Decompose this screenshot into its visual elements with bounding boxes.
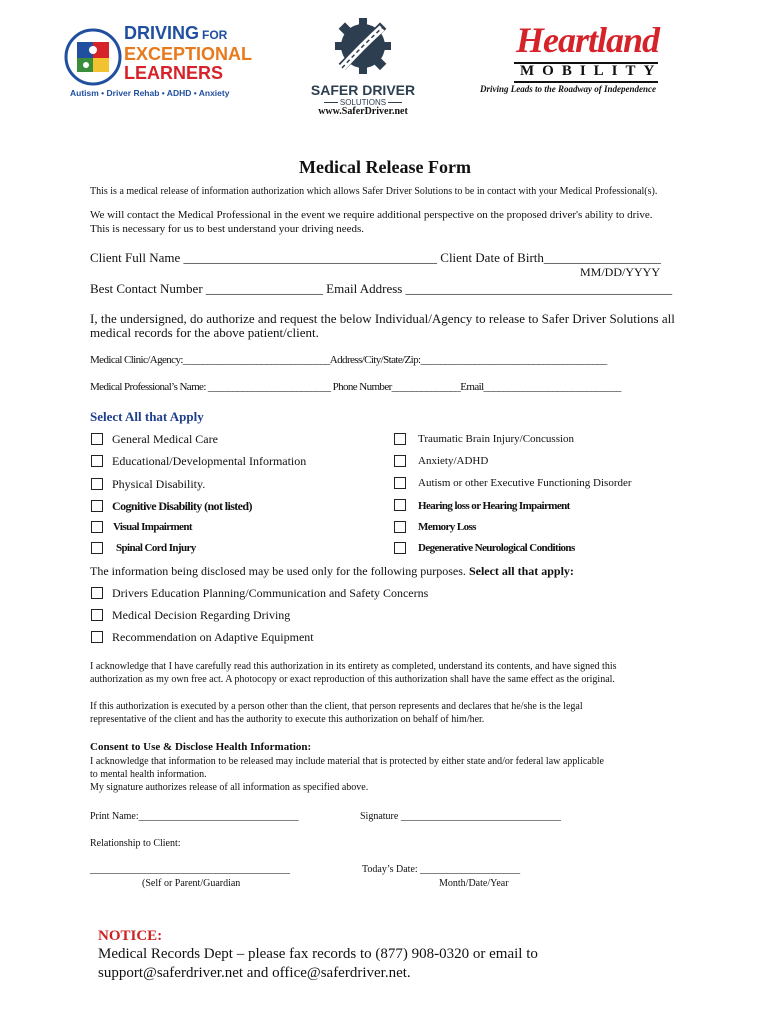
client-name-field[interactable]: Client Full Name _______________________________________ Client Date of Birth__________________ (90, 250, 661, 265)
notice-heading: NOTICE: (98, 928, 163, 944)
condition-label-degenerative: Degenerative Neurological Conditions (418, 542, 575, 554)
representative-line2: representative of the client and has the authority to execute this authorization on behalf of him/her. (90, 714, 485, 725)
consent-line1: I acknowledge that information to be released may include material that is protected by either state and/or federal law applicable (90, 756, 604, 767)
notice-line1: Medical Records Dept – please fax records to (877) 908-0320 or email to (98, 946, 538, 962)
condition-label-general-medical: General Medical Care (112, 432, 218, 446)
logo-text-safer-driver: SAFER DRIVER (310, 82, 416, 98)
date-caption: Month/Date/Year (439, 878, 509, 889)
condition-label-cognitive: Cognitive Disability (not listed) (112, 499, 252, 513)
condition-checkbox-autism[interactable] (394, 477, 406, 489)
logo-heartland-mobility (512, 22, 662, 82)
condition-checkbox-educational[interactable] (91, 455, 103, 467)
logo-text-mobility: MOBILITY (520, 63, 663, 79)
puzzle-car-icon (64, 28, 122, 86)
consent-line3: My signature authorizes release of all information as specified above. (90, 782, 369, 793)
logo-text-for: FOR (202, 28, 228, 42)
logo-text-exceptional: EXCEPTIONAL (124, 44, 253, 64)
medical-clinic-field[interactable]: Medical Clinic/Agency:______________________________Address/City/State/Zip:______________________________________ (90, 354, 607, 366)
logo-text-heartland: Heartland (516, 20, 660, 60)
acknowledgement-line2: authorization as my own free act. A photocopy or exact reproduction of this authorization shall have the same effect as the original. (90, 674, 615, 685)
consent-heading: Consent to Use & Disclose Health Information: (90, 741, 312, 753)
heartland-tagline: Driving Leads to the Roadway of Independence (480, 84, 656, 94)
authorize-paragraph-line2: medical records for the above patient/client. (90, 325, 319, 340)
condition-checkbox-spinal[interactable] (91, 542, 103, 554)
purpose-text: The information being disclosed may be used only for the following purposes. (90, 564, 466, 578)
condition-label-visual: Visual Impairment (113, 521, 192, 533)
logo-text-learners: LEARNERS (124, 63, 224, 83)
relationship-field[interactable]: ________________________________________ (90, 864, 290, 875)
condition-checkbox-physical[interactable] (91, 478, 103, 490)
purpose-label-adaptive-equipment: Recommendation on Adaptive Equipment (112, 630, 314, 644)
print-name-field[interactable]: Print Name:________________________________ (90, 811, 299, 822)
logo-text-driving: DRIVING (124, 23, 200, 43)
purpose-checkbox-medical-decision[interactable] (91, 609, 103, 621)
purpose-checkbox-adaptive-equipment[interactable] (91, 631, 103, 643)
condition-label-spinal: Spinal Cord Injury (116, 542, 196, 554)
condition-label-physical: Physical Disability. (112, 477, 206, 491)
condition-label-educational: Educational/Developmental Information (112, 454, 307, 468)
purpose-label-medical-decision: Medical Decision Regarding Driving (112, 608, 291, 622)
condition-checkbox-tbi[interactable] (394, 433, 406, 445)
notice-line2: support@saferdriver.net and office@saferdriver.net. (98, 965, 411, 981)
condition-label-autism: Autism or other Executive Functioning Disorder (418, 477, 632, 489)
condition-checkbox-anxiety-adhd[interactable] (394, 455, 406, 467)
relationship-caption: (Self or Parent/Guardian (142, 878, 241, 889)
condition-label-anxiety-adhd: Anxiety/ADHD (418, 455, 489, 467)
consent-line2: to mental health information. (90, 769, 207, 780)
logo-driving-exceptional-learners (64, 23, 253, 104)
form-title: Medical Release Form (299, 157, 471, 177)
website-url: www.SaferDriver.net (318, 106, 408, 117)
purpose-checkbox-drivers-ed[interactable] (91, 587, 103, 599)
condition-checkbox-visual[interactable] (91, 521, 103, 533)
gear-road-icon (332, 16, 394, 76)
condition-checkbox-memory[interactable] (394, 521, 406, 533)
acknowledgement-line1: I acknowledge that I have carefully read this authorization in its entirety as completed, understand its contents, and have signed this (90, 661, 617, 672)
purpose-statement (90, 564, 574, 579)
condition-checkbox-degenerative[interactable] (394, 542, 406, 554)
purpose-label-drivers-ed: Drivers Education Planning/Communication and Safety Concerns (112, 586, 429, 600)
condition-checkbox-cognitive[interactable] (91, 500, 103, 512)
contact-paragraph-line2: This is necessary for us to best understand your driving needs. (90, 223, 365, 235)
contact-paragraph-line1: We will contact the Medical Professional in the event we require additional perspective on the proposed driver's ability to drive. (90, 209, 653, 221)
condition-label-tbi: Traumatic Brain Injury/Concussion (418, 433, 575, 445)
condition-checkbox-hearing[interactable] (394, 499, 406, 511)
form-intro: This is a medical release of information authorization which allows Safer Driver Solutions to be in contact with your Medical Professional(s). (90, 186, 658, 197)
dob-format-hint: MM/DD/YYYY (580, 265, 661, 279)
condition-label-memory: Memory Loss (418, 521, 476, 533)
relationship-label: Relationship to Client: (90, 838, 181, 849)
medical-professional-field[interactable]: Medical Professional’s Name: _________________________ Phone Number______________Email____________________________ (90, 381, 621, 393)
contact-email-field[interactable]: Best Contact Number __________________ Email Address _________________________________________ (90, 281, 673, 296)
logo-text-solutions: SOLUTIONS (339, 98, 387, 107)
todays-date-field[interactable]: Today’s Date: ____________________ (362, 864, 521, 875)
condition-checkbox-general-medical[interactable] (91, 433, 103, 445)
purpose-select-all: Select all that apply: (468, 564, 574, 578)
condition-label-hearing: Hearing loss or Hearing Impairment (418, 500, 570, 512)
logo-tagline-left: Autism • Driver Rehab • ADHD • Anxiety (70, 88, 230, 98)
signature-field[interactable]: Signature ________________________________ (360, 811, 561, 822)
logo-safer-driver-solutions (310, 16, 416, 120)
representative-line1: If this authorization is executed by a person other than the client, that person represents and declares that he/she is the legal (90, 701, 583, 712)
authorize-paragraph-line1: I, the undersigned, do authorize and request the below Individual/Agency to release to Safer Driver Solutions all (90, 311, 675, 326)
select-all-heading: Select All that Apply (90, 409, 204, 424)
